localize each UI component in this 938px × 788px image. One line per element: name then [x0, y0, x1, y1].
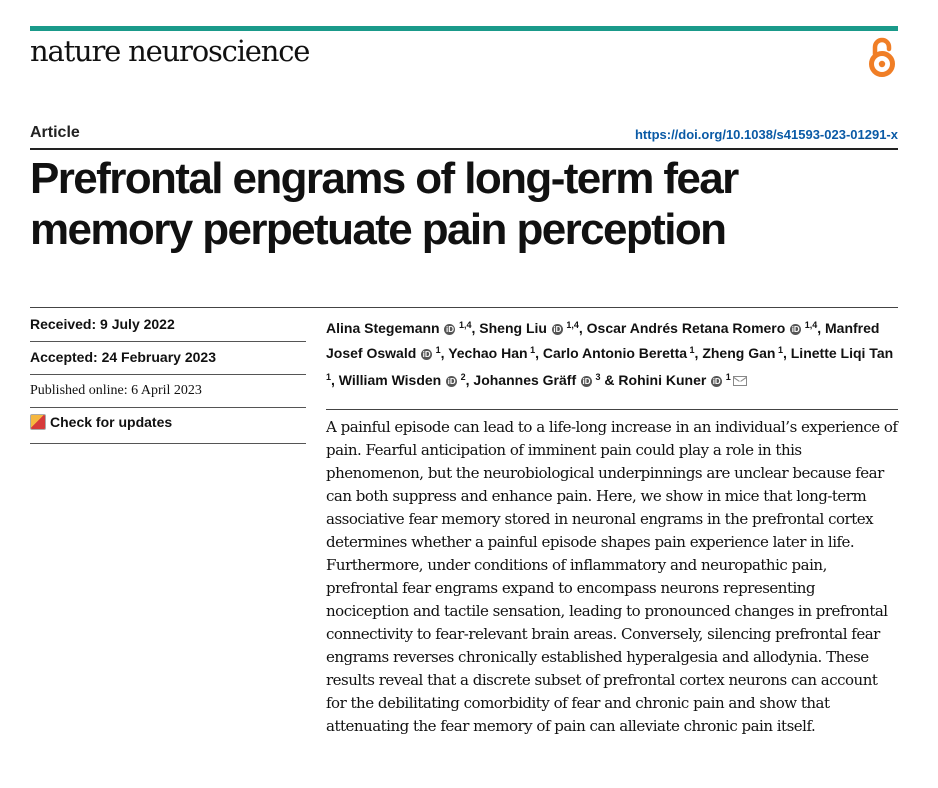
affiliation-number: 1 [775, 345, 783, 355]
open-access-lock-icon [866, 36, 898, 78]
affiliation-number: 1,4 [802, 320, 818, 330]
author-name[interactable]: Yechao Han [448, 345, 528, 361]
author-name[interactable]: Alina Stegemann [326, 320, 440, 336]
check-updates-icon [30, 414, 46, 430]
author-name[interactable]: Manfred Josef Oswald [326, 320, 880, 361]
article-title: Prefrontal engrams of long-term fear memory perpetuate pain perception [30, 154, 738, 254]
author-list: Alina Stegemann iD $^{1,4}$, Sheng Liu iD $^{1,4}$, Oscar Andrés Retana Romero iD $^{1,4}$, Manfred Josef Oswald iD $^1$, Yechao Han $^1$, Carlo Antonio Beretta $^1$, Zheng Gan $^1$, Linette Liqi Tan $^1$, William Wisden iD $^2$, Johannes Gräff iD $^3$ & Rohini Kuner iD $^1$ [326, 320, 894, 388]
affiliation-number: 2 [458, 372, 466, 382]
author-name[interactable]: Carlo Antonio Beretta [542, 345, 688, 361]
abstract-divider [326, 409, 898, 410]
orcid-icon[interactable]: iD [712, 377, 721, 386]
author-name[interactable]: Sheng Liu [479, 320, 547, 336]
orcid-icon[interactable]: iD [582, 377, 591, 386]
affiliation-number: 1 [326, 372, 332, 382]
affiliation-number: 1 [687, 345, 695, 355]
received-date: Received: 9 July 2022 [30, 316, 175, 332]
author-name[interactable]: Zheng Gan [702, 345, 776, 361]
article-type: Article [30, 124, 80, 141]
header-divider [30, 148, 898, 150]
affiliation-number: 1 [527, 345, 536, 355]
author-name[interactable]: Rohini Kuner [618, 372, 707, 388]
meta-row-divider [30, 341, 306, 342]
affiliation-number: 1 [723, 372, 731, 382]
accepted-date: Accepted: 24 February 2023 [30, 349, 216, 365]
meta-row-divider [30, 443, 306, 444]
published-date: Published online: 6 April 2023 [30, 383, 202, 398]
author-name[interactable]: Johannes Gräff [473, 372, 577, 388]
orcid-icon[interactable]: iD [791, 325, 800, 334]
journal-name: nature neuroscience [30, 34, 310, 68]
author-name[interactable]: William Wisden [338, 372, 442, 388]
abstract-text: A painful episode can lead to a life-long increase in an individual’s experience of pain. Fearful anticipation of imminent pain could play a role in this phenomenon, but the neurobiological underpinnings are unclear because fear can both suppress and enhance pain. Here, we show in mice that long-term associative fear memory stored in neuronal engrams in the prefrontal cortex determines whether a painful episode shapes pain experience later in life. Furthermore, under conditions of inflammatory and neuropathic pain, prefrontal fear engrams expand to encompass neurons representing nociception and tactile sensation, leading to pronounced changes in prefrontal connectivity to fear-relevant brain areas. Conversely, silencing prefrontal fear engrams reverses chronically established hyperalgesia and allodynia. These results reveal that a discrete subset of prefrontal cortex neurons can account for the debilitating comorbidity of fear and chronic pain and show that attenuating the fear memory of pain can alleviate chronic pain itself. [326, 418, 898, 735]
meta-row-divider [30, 407, 306, 408]
journal-accent-bar [30, 26, 898, 31]
affiliation-number: 3 [593, 372, 601, 382]
affiliation-number: 1,4 [456, 320, 472, 330]
orcid-icon[interactable]: iD [553, 325, 562, 334]
check-for-updates-button[interactable] [30, 414, 306, 430]
affiliation-number: 1 [433, 345, 441, 355]
check-updates-label: Check for updates [50, 414, 173, 430]
email-icon[interactable] [733, 376, 747, 386]
meta-divider [30, 307, 898, 308]
orcid-icon[interactable]: iD [422, 350, 431, 359]
orcid-icon[interactable]: iD [447, 377, 456, 386]
orcid-icon[interactable]: iD [445, 325, 454, 334]
author-name[interactable]: Linette Liqi Tan [790, 345, 894, 361]
author-name[interactable]: Oscar Andrés Retana Romero [586, 320, 786, 336]
affiliation-number: 1,4 [563, 320, 579, 330]
doi-link[interactable]: https://doi.org/10.1038/s41593-023-01291-x [634, 127, 898, 142]
meta-row-divider [30, 374, 306, 375]
